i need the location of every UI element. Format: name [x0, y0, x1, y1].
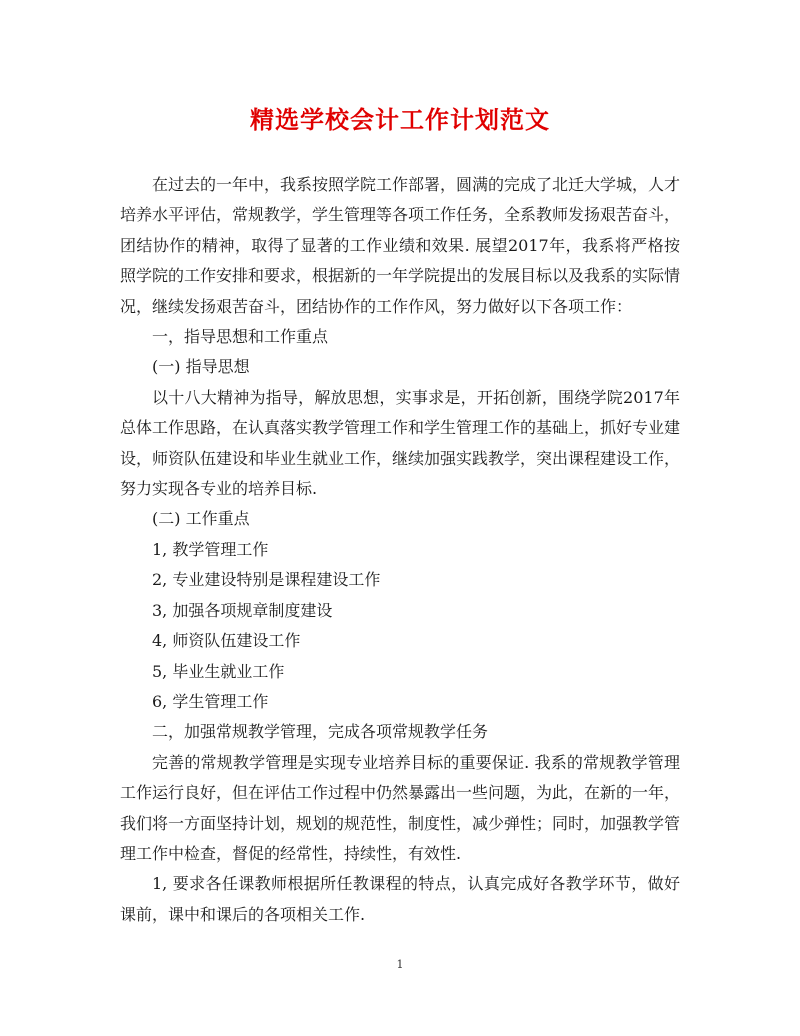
- paragraph-guiding-ideas: 以十八大精神为指导，解放思想，实事求是，开拓创新，围绕学院2017年总体工作思路，在认真落实教学管理工作和学生管理工作的基础上，抓好专业建设，师资队伍建设和毕业生就业工作，继续加强实践教学，突出课程建设工作，努力实现各专业的培养目标.: [120, 387, 681, 499]
- document-body: [120, 170, 680, 930]
- list-item: 4, 师资队伍建设工作: [152, 631, 301, 651]
- section-heading-1: 一，指导思想和工作重点: [152, 327, 329, 347]
- list-item: 1, 教学管理工作: [152, 539, 269, 559]
- paragraph-teaching-management: 完善的常规教学管理是实现专业培养目标的重要保证. 我系的常规教学管理工作运行良好，但在评估工作过程中仍然暴露出一些问题，为此，在新的一年，我们将一方面坚持计划，规划的规范性，制度性，减少弹性；同时，加强教学管理工作中检查，督促的经常性，持续性，有效性.: [120, 752, 681, 863]
- section-heading-2: 二，加强常规教学管理，完成各项常规教学任务: [152, 722, 489, 742]
- paragraph-intro: 在过去的一年中，我系按照学院工作部署，圆满的完成了北迁大学城，人才培养水平评估，常规教学，学生管理等各项工作任务，全系教师发扬艰苦奋斗，团结协作的精神，取得了显著的工作业绩和效果. 展望2017年，我系将严格按照学院的工作安排和要求，根据新的一年学院提出的发展目标以及我系的实际情况，继续发扬艰苦奋斗，团结协作的工作作风，努力做好以下各项工作：: [120, 175, 681, 316]
- document-title: 精选学校会计工作计划范文: [250, 105, 550, 134]
- paragraph-requirement-1: 1, 要求各任课教师根据所任教课程的特点，认真完成好各教学环节，做好课前，课中和课后的各项相关工作.: [120, 874, 680, 924]
- subsection-heading-1: (一) 指导思想: [152, 357, 250, 377]
- subsection-heading-2: (二) 工作重点: [152, 509, 250, 529]
- list-item: 2, 专业建设特别是课程建设工作: [152, 570, 381, 590]
- list-item: 3, 加强各项规章制度建设: [152, 600, 333, 620]
- list-item: 5, 毕业生就业工作: [152, 661, 285, 681]
- list-item: 6, 学生管理工作: [152, 691, 269, 711]
- page-number: 1: [396, 958, 404, 971]
